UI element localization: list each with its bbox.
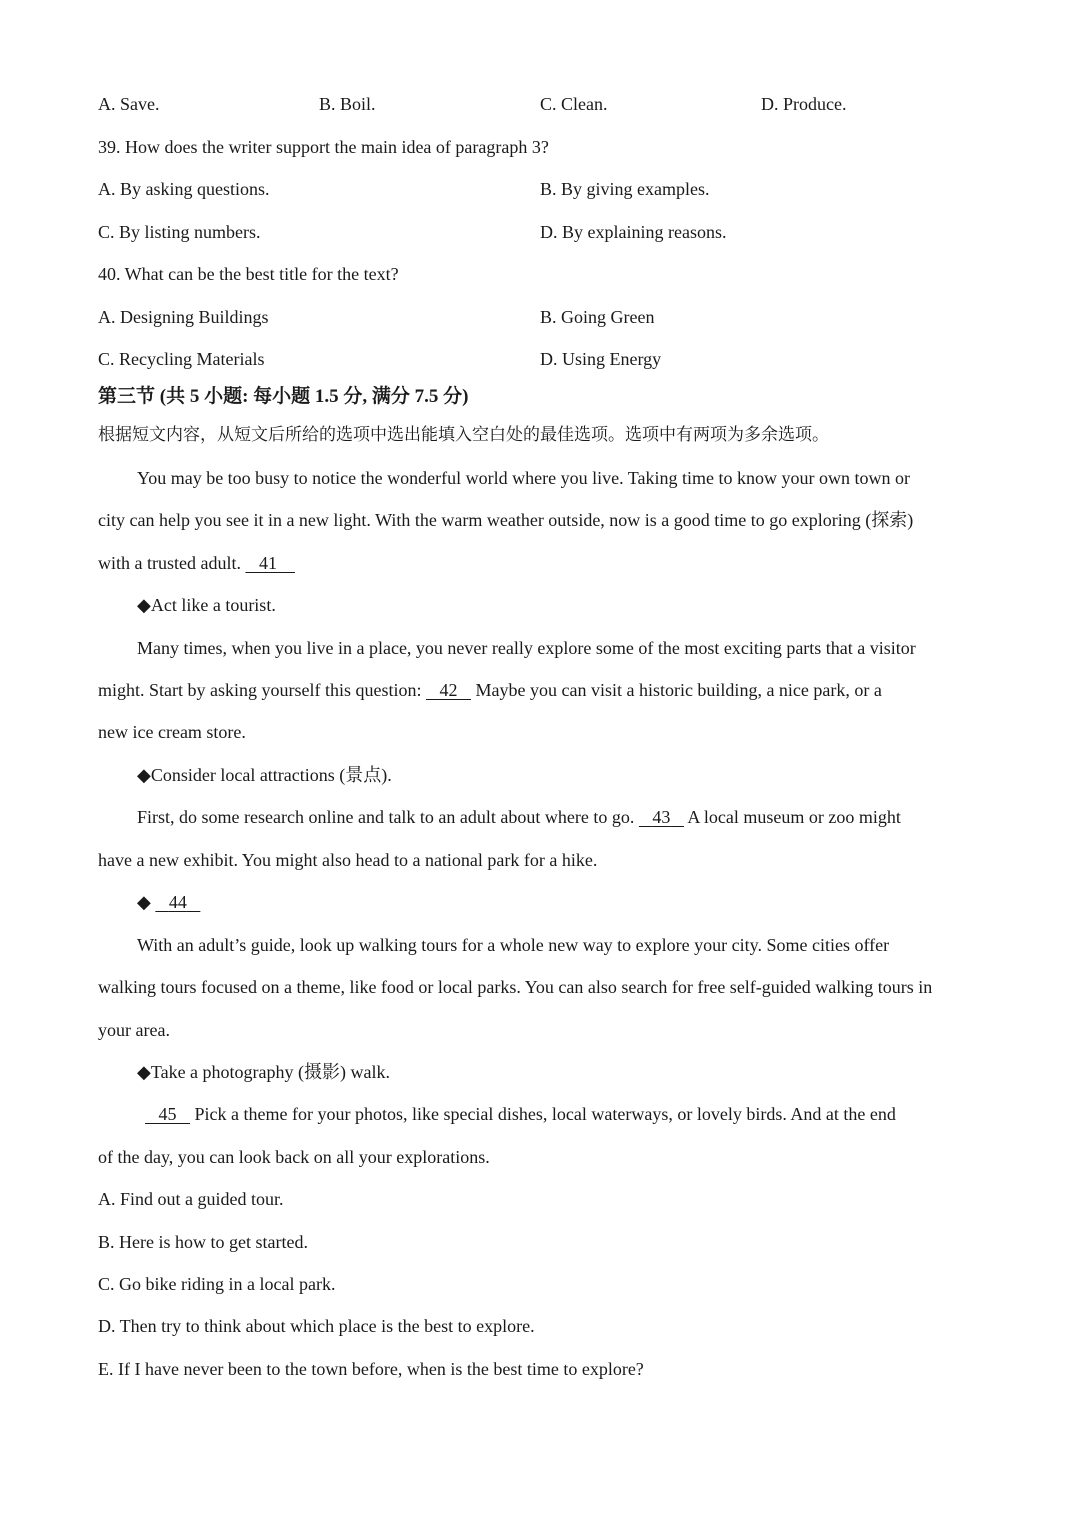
section-instruction: 根据短文内容，从短文后所给的选项中选出能填入空白处的最佳选项。选项中有两项为多余选项。 <box>98 425 829 445</box>
passage-line: of the day, you can look back on all your explorations. <box>98 1147 490 1167</box>
passage-line: city can help you see it in a new light. With the warm weather outside, now is a good time to go exploring (探索) <box>98 510 914 530</box>
passage-line: your area. <box>98 1020 170 1040</box>
option-d: D. By explaining reasons. <box>540 222 727 242</box>
passage-line <box>98 552 295 574</box>
blank-45: 45 <box>158 1104 177 1124</box>
diamond-bullet: ◆ <box>137 892 151 912</box>
passage-line <box>145 1103 896 1125</box>
passage-text: might. Start by asking yourself this question: <box>98 680 422 700</box>
answer-option-d: D. Then try to think about which place is the best to explore. <box>98 1316 535 1336</box>
option-c: C. Clean. <box>540 94 608 114</box>
passage-text: First, do some research online and talk to an adult about where to go. <box>137 807 635 827</box>
blank-41: 41 <box>258 553 277 573</box>
option-a: A. By asking questions. <box>98 179 270 199</box>
option-b: B. Going Green <box>540 307 655 327</box>
passage-line: new ice cream store. <box>98 722 246 742</box>
option-d: D. Using Energy <box>540 349 662 369</box>
subheading <box>137 891 200 913</box>
question-39: 39. How does the writer support the main idea of paragraph 3? <box>98 137 549 157</box>
passage-text: Pick a theme for your photos, like special dishes, local waterways, or lovely birds. And at the end <box>194 1104 896 1124</box>
question-40: 40. What can be the best title for the text? <box>98 264 399 284</box>
answer-option-a: A. Find out a guided tour. <box>98 1189 284 1209</box>
answer-option-e: E. If I have never been to the town before, when is the best time to explore? <box>98 1359 644 1379</box>
option-d: D. Produce. <box>761 94 847 114</box>
passage-text: A local museum or zoo might <box>687 807 901 827</box>
passage-text: Maybe you can visit a historic building, a nice park, or a <box>475 680 882 700</box>
passage-line: With an adult’s guide, look up walking tours for a whole new way to explore your city. Some cities offer <box>137 935 890 955</box>
subheading: ◆Consider local attractions (景点). <box>137 765 392 785</box>
passage-line: Many times, when you live in a place, you never really explore some of the most exciting parts that a visitor <box>137 638 916 658</box>
blank-44: 44 <box>168 892 187 912</box>
option-b: B. Boil. <box>319 94 376 114</box>
passage-line <box>137 806 901 828</box>
passage-text: with a trusted adult. <box>98 553 241 573</box>
answer-option-c: C. Go bike riding in a local park. <box>98 1274 336 1294</box>
passage-line: walking tours focused on a theme, like food or local parks. You can also search for free self-guided walking tours in <box>98 977 933 997</box>
passage-line <box>98 679 882 701</box>
option-b: B. By giving examples. <box>540 179 710 199</box>
option-c: C. Recycling Materials <box>98 349 265 369</box>
passage-line: You may be too busy to notice the wonderful world where you live. Taking time to know your own town or <box>137 468 910 488</box>
option-a: A. Designing Buildings <box>98 307 269 327</box>
blank-42: 42 <box>439 680 458 700</box>
subheading: ◆Take a photography (摄影) walk. <box>137 1062 391 1082</box>
passage-line: have a new exhibit. You might also head to a national park for a hike. <box>98 850 598 870</box>
blank-43: 43 <box>652 807 671 827</box>
option-a: A. Save. <box>98 94 160 114</box>
option-c: C. By listing numbers. <box>98 222 261 242</box>
answer-option-b: B. Here is how to get started. <box>98 1232 308 1252</box>
section-heading: 第三节 (共 5 小题: 每小题 1.5 分, 满分 7.5 分) <box>98 386 469 407</box>
subheading: ◆Act like a tourist. <box>137 595 276 615</box>
